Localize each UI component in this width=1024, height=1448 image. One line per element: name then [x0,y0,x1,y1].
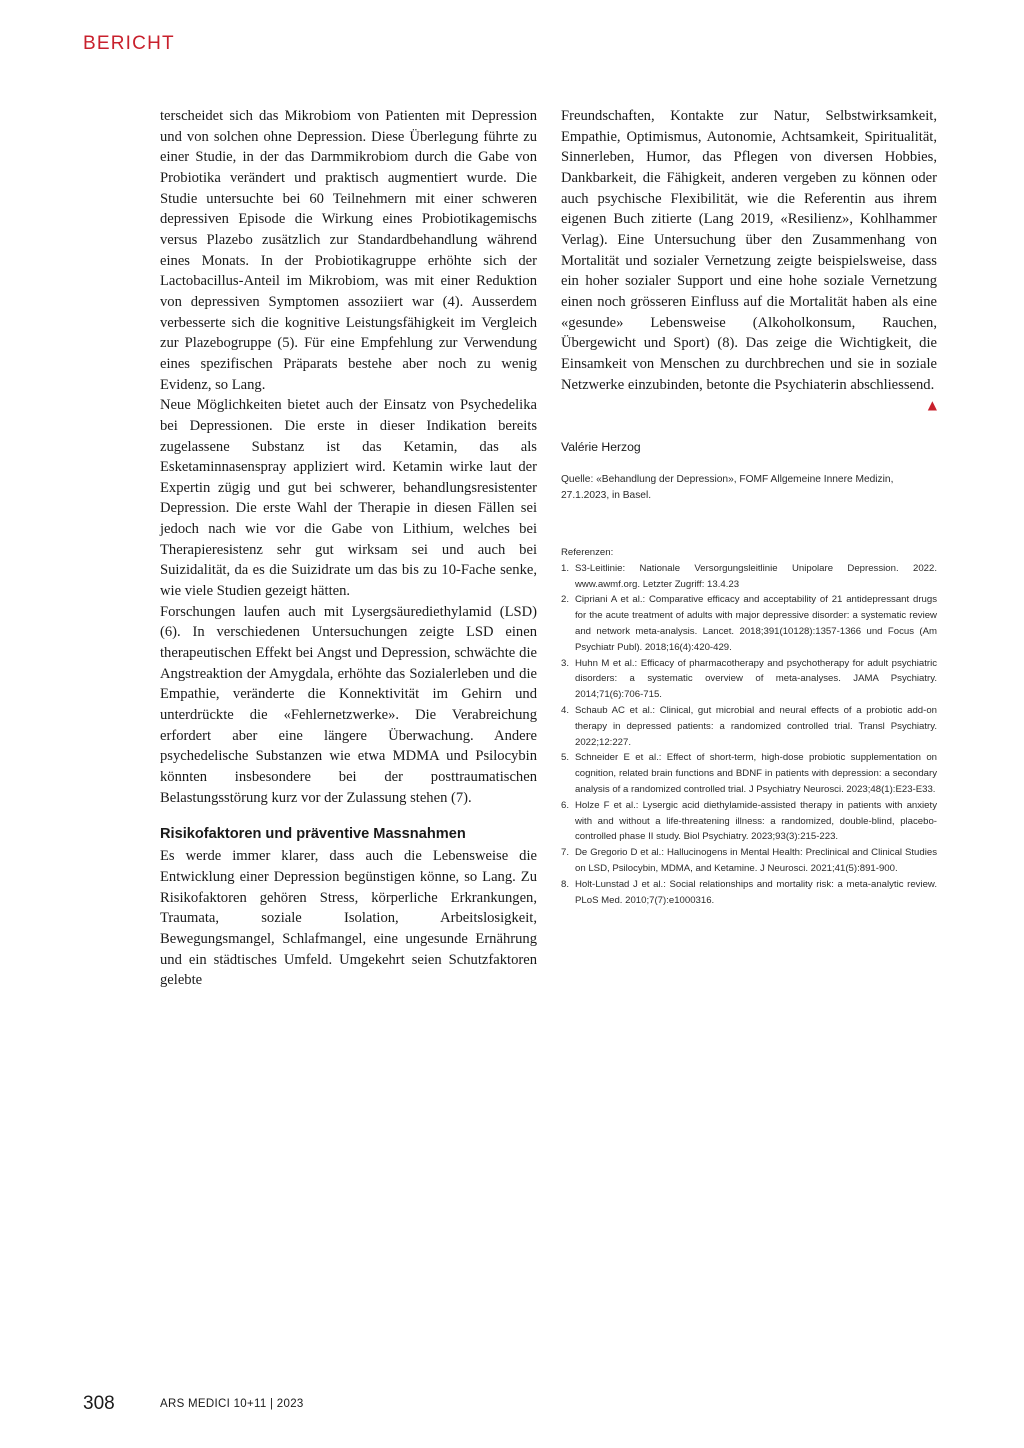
body-paragraph: terscheidet sich das Mikrobiom von Patienten mit Depression und von solchen ohne Depression. Diese Überlegung führte zu einer Studie, in der das Darmmikrobiom durch die Gabe von Probiotika verändert und praktisch augmentiert wurde. Die Studie untersuchte bei 60 Teilnehmern mit einer schweren depressiven Episode die Wirkung eines Probiotikagemischs versus Plazebo zusätzlich zur Standardbehandlung während eines Monats. In der Probiotikagruppe erhöhte sich der Lactobacillus-Anteil im Mikrobiom, was mit einer Reduktion von depressiven Symptomen assoziiert war (4). Ausserdem verbesserte sich die kognitive Leistungsfähigkeit im Vergleich zur Plazebogruppe (5). Für eine Empfehlung zur Verwendung eines spezifischen Präparats bestehe aber noch zu wenig Evidenz, so Lang. [160,108,537,393]
body-text: Freundschaften, Kontakte zur Natur, Selbstwirksamkeit, Empathie, Optimismus, Autonomie, Achtsamkeit, Spiritualität, Sinnerleben, Humor, das Pflegen von diversen Hobbies, Dankbarkeit, die Fähigkeit, anderen vergeben zu können oder auch psychische Flexibilität, wie die Referentin aus ihrem eigenen Buch zitierte (Lang 2019, «Resilienz», Kohlhammer Verlag). Eine Untersuchung über den Zusammenhang von Mortalität und sozialer Vernetzung zeigte beispielsweise, dass ein hoher sozialer Support und eine hohe soziale Vernetzung einen noch grösseren Einfluss auf die Mortalität haben als eine «gesunde» Lebensweise (Alkoholkonsum, Rauchen, Übergewicht und Sport) (8). Das zeige die Wichtigkeit, die Einsamkeit von Menschen zu durchbrechen und sie in soziale Netzwerke einzubinden, betonte die Psychiaterin abschliessend. [561,108,937,393]
reference-item: 8. Holt-Lunstad J et al.: Social relationships and mortality risk: a meta-analytic review. PLoS Med. 2010;7(7):e1000316. [561,878,937,906]
article-end-triangle-icon: ▲ [927,398,937,413]
source-note: Quelle: «Behandlung der Depression», FOMF Allgemeine Innere Medizin, 27.1.2023, in Basel. [561,474,894,501]
references-list [561,561,937,909]
references [561,545,937,908]
body-paragraph: Es werde immer klarer, dass auch die Lebensweise die Entwicklung einer Depression begünstigen könne, so Lang. Zu Risikofaktoren gehören Stress, körperliche Erkrankungen, Traumata, soziale Isolation, Arbeitslosigkeit, Bewegungsmangel, Schlafmangel, eine ungesunde Ernährung und ein städtisches Umfeld. Umgekehrt seien Schutzfaktoren gelebte [160,848,537,989]
reference-item: 6. Holze F et al.: Lysergic acid diethylamide-assisted therapy in patients with anxiety with and without a life-threatening illness: a randomized, double-blind, placebo-controlled phase II study. Biol Psychiatry. 2023;93(3):215-223. [561,799,937,843]
section-heading: Risikofaktoren und präventive Massnahmen [160,826,466,843]
reference-item: 4. Schaub AC et al.: Clinical, gut microbial and neural effects of a probiotic add-on therapy in depressed patients: a randomized controlled trial. Transl Psychiatry. 2022;12:227. [561,704,937,748]
right-column [561,106,937,415]
references-title: Referenzen: [561,547,614,558]
section-label: BERICHT [83,33,175,54]
reference-item: 2. Cipriani A et al.: Comparative efficacy and acceptability of 21 antidepressant drugs for the acute treatment of adults with major depressive disorder: a systematic review and network meta-analysis. Lancet. 2018;391(10128):1357-1366 und Focus (Am Psychiatr Publ). 2018;16(4):420-429. [561,594,937,653]
reference-item: 3. Huhn M et al.: Efficacy of pharmacotherapy and psychotherapy for adult psychiatric disorders: a systematic overview of meta-analyses. JAMA Psychiatry. 2014;71(6):706-715. [561,657,937,701]
reference-item: 1. S3-Leitlinie: Nationale Versorgungsleitlinie Unipolare Depression. 2022. www.awmf.org. Letzter Zugriff: 13.4.23 [561,562,937,590]
journal-issue: ARS MEDICI 10+11 | 2023 [160,1398,304,1410]
author-name: Valérie Herzog [561,440,641,454]
left-column [160,106,537,991]
body-paragraph [561,106,937,413]
reference-item: 7. De Gregorio D et al.: Hallucinogens in Mental Health: Preclinical and Clinical Studies on LSD, Psilocybin, MDMA, and Ketamine. J Neurosci. 2021;41(5):891-900. [561,847,937,874]
reference-item: 5. Schneider E et al.: Effect of short-term, high-dose probiotic supplementation on cognition, related brain functions and BDNF in patients with depression: a secondary analysis of a randomized controlled trial. J Psychiatry Neurosci. 2023;48(1):E23-E33. [561,752,937,795]
page-number: 308 [83,1393,115,1414]
body-paragraph: Forschungen laufen auch mit Lysergsäurediethylamid (LSD) (6). In verschiedenen Untersuchungen zeigte LSD einen therapeutischen Effekt bei Angst und Depression, schwächte die Angstreaktion der Amygdala, erhöhte das Sozialerleben und die Empathie, veränderte die Konnektivität im Gehirn und unterdrückte die «Fehlernetzwerke». Die Verabreichung erfordert aber eine längere Überwachung. Andere psychedelische Substanzen wie etwa MDMA und Psilocybin könnten insbesondere bei der posttraumatischen Belastungsstörung kurz vor der Zulassung stehen (7). [160,603,537,806]
body-paragraph: Neue Möglichkeiten bietet auch der Einsatz von Psychedelika bei Depressionen. Die erste in dieser Indikation bereits zugelassene Substanz ist das Ketamin, das als Esketaminnasenspray appliziert wird. Ketamin wirke laut der Expertin zügig und gut bei schwerer, behandlungsresistenter Depression. Die erste Wahl der Therapie in diesen Fällen sei jedoch nach wie vor die Gabe von Lithium, welches bei Therapieresistenz sehr gut wirksam sei und auch bei Suizidalität, da es die Suizidrate um das bis zu 10-Fache senke, wie viele Studien gezeigt hätten. [160,397,537,600]
